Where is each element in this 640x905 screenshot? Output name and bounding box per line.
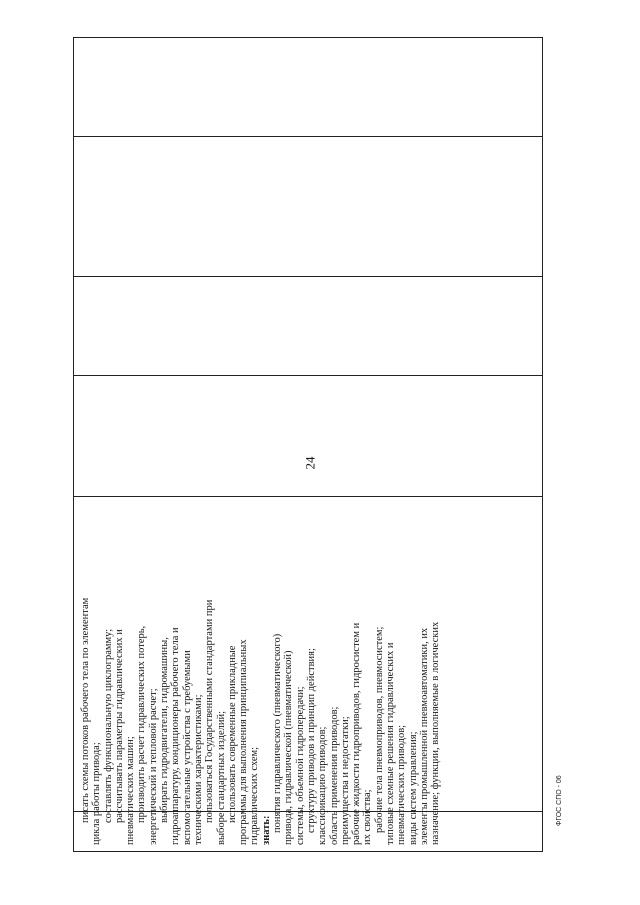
section-heading: знать: <box>260 815 272 845</box>
text-line: рабочие жидкости гидроприводов, гидросистем и <box>351 622 363 845</box>
text-line: писать схемы потоков рабочего тела по элементам <box>80 597 91 823</box>
text-line: рассчитывать параметры гидравлических и <box>113 629 125 823</box>
text-line: техническими характеристиками; <box>192 694 204 845</box>
text-line: пневматических приводов; <box>396 724 408 845</box>
text-line: назначение; функции, выполняемые в логических <box>430 621 442 845</box>
text-line: гидравлических схем; <box>249 746 261 845</box>
text-line: выбирать гидродвигатели, гидромашины, <box>159 637 171 823</box>
text-line: пневматических машин; <box>125 736 137 845</box>
text-line: типовые схемные решения гидравлических и <box>385 642 397 845</box>
text-line: структуру приводов и принцип действия; <box>305 648 317 833</box>
standards-table <box>73 37 543 852</box>
page-number: 24 <box>302 456 318 470</box>
text-line: привода, гидравлической (пневматической) <box>283 650 295 845</box>
text-line: пользоваться Государственными стандартами при <box>204 599 216 823</box>
text-line: энергетический и тепловой расчет; <box>147 688 159 845</box>
skills-knowledge-column <box>80 445 442 845</box>
text-line: использовать современные прикладные <box>226 645 238 823</box>
text-line: системы, объемной гидропередачи; <box>294 686 306 845</box>
text-line: виды систем управления; <box>407 731 419 845</box>
text-line: их свойства; <box>362 789 374 845</box>
text-line: программы для выполнения принципиальных <box>238 639 250 845</box>
text-line: цикла работы привода; <box>91 742 103 845</box>
text-line: вспомогательные устройства с требуемыми <box>181 650 193 845</box>
text-line: понятия гидравлического (пневматического) <box>272 633 284 833</box>
text-line: элементы промышленной пневмоавтоматики, их <box>418 627 430 845</box>
skills-knowledge-text <box>79 42 541 849</box>
text-line: рабочие тела пневмоприводов, пневмосистем; <box>373 626 385 833</box>
text-line: производить расчет гидравлических потерь, <box>136 625 148 823</box>
footer-code: ФГОС СПО - 06 <box>556 775 563 826</box>
text-line: выборе стандартных изделий; <box>215 710 227 845</box>
text-line: гидроаппаратуру, кондиционеры рабочего тела и <box>170 627 182 845</box>
skills-knowledge-cell <box>79 42 541 849</box>
text-line: классификацию приводов; <box>317 726 329 845</box>
text-line: составлять функциональную циклограмму; <box>102 628 114 823</box>
text-line: область применения приводов; <box>328 706 340 845</box>
text-line: преимущества и недостатки; <box>339 716 351 845</box>
